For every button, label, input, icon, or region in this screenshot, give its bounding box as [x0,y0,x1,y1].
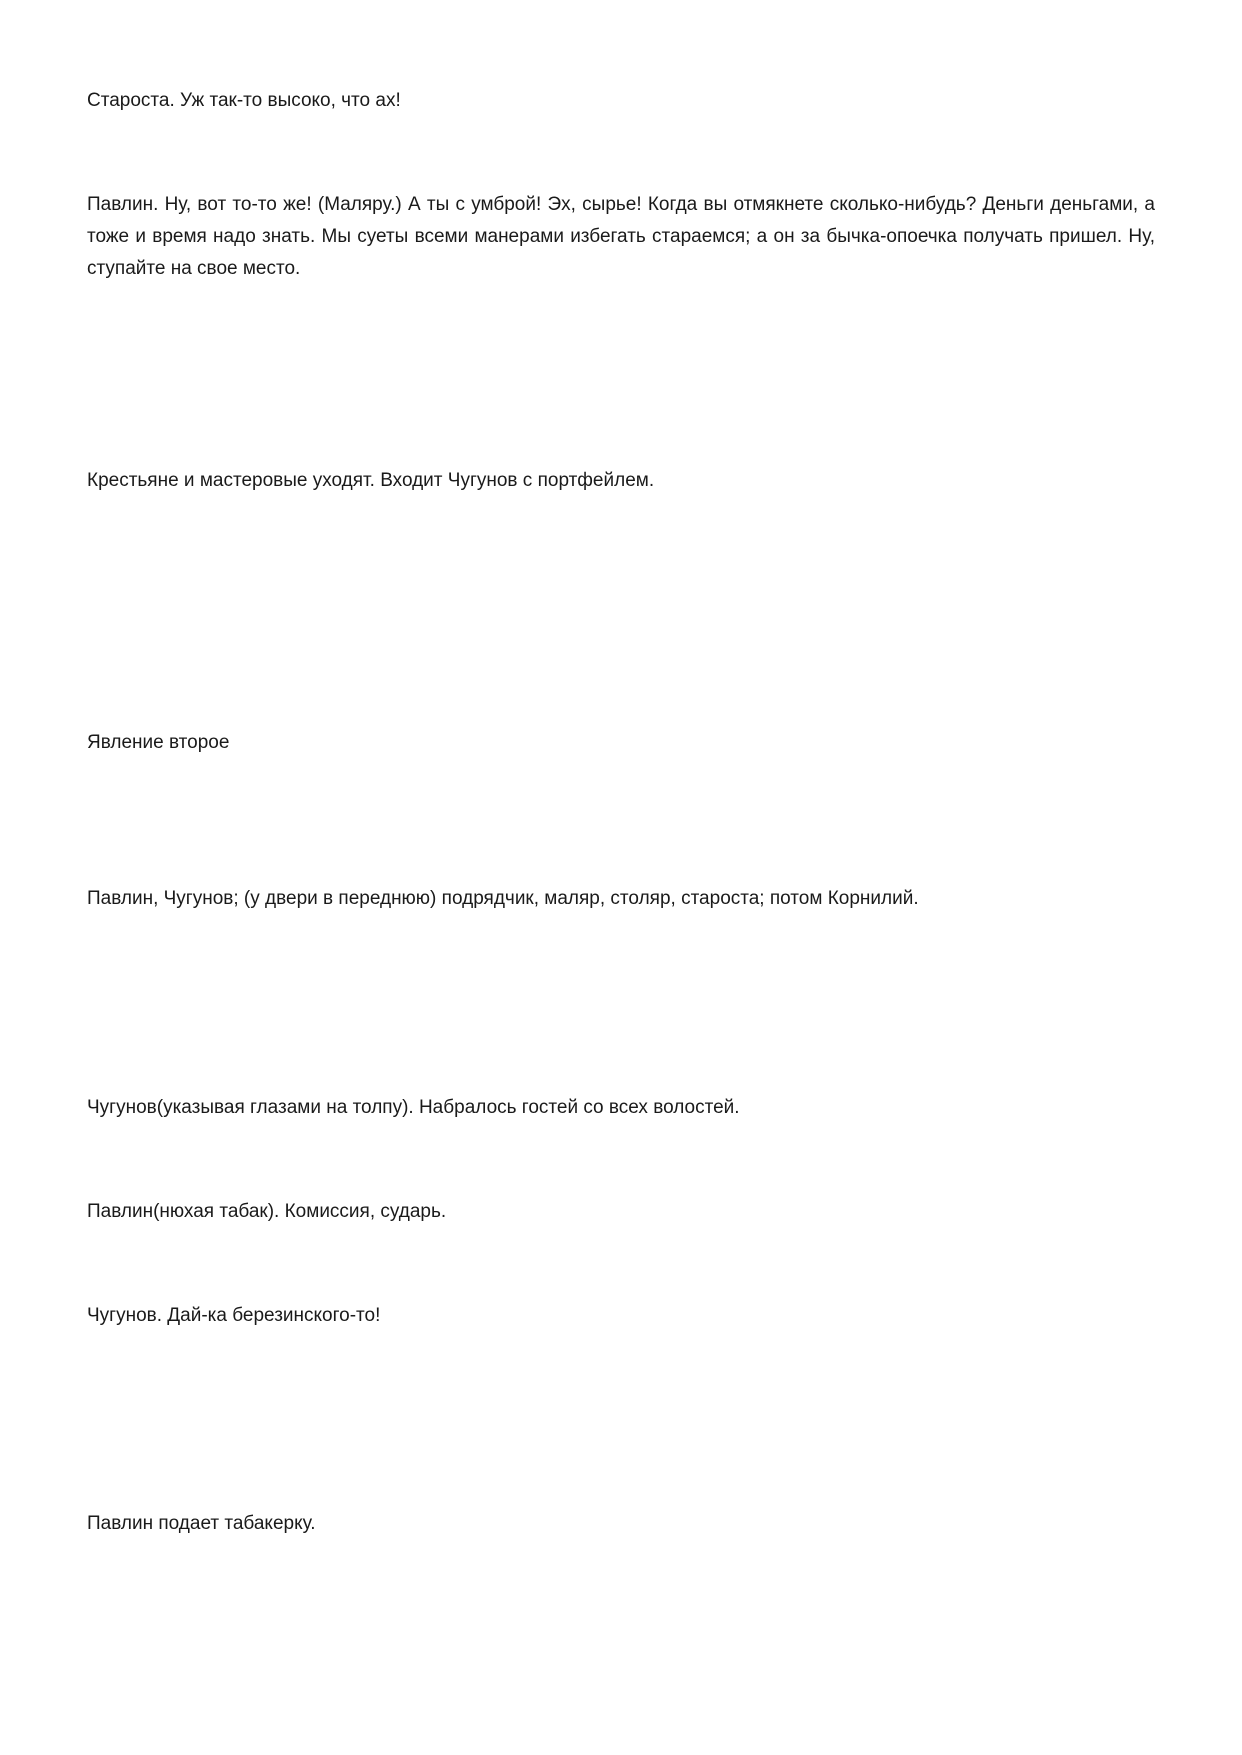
stage-direction-exit: Крестьяне и мастеровые уходят. Входит Чугунов с портфейлем. [87,470,655,491]
stage-direction-snuffbox: Павлин подает табакерку. [87,1513,316,1534]
scene-heading: Явление второе [87,732,230,753]
chugunov-request-line: Чугунов. Дай-ка березинского-то! [87,1305,381,1326]
chugunov-line: Чугунов(указывая глазами на толпу). Набралось гостей со всех волостей. [87,1097,740,1118]
scene-characters: Павлин, Чугунов; (у двери в переднюю) подрядчик, маляр, столяр, староста; потом Корнилий. [87,888,919,909]
starosta-line: Староста. Уж так-то высоко, что ах! [87,90,401,111]
pavlin-tobacco-line: Павлин(нюхая табак). Комиссия, сударь. [87,1201,447,1222]
pavlin-line: Павлин. Ну, вот то-то же! (Маляру.) А ты с умброй! Эх, сырье! Когда вы отмякнете сколько-нибудь? Деньги деньгами, а тоже и время надо знать. Мы суеты всеми манерами избегать стараемся; а он за бычка-опоечка получать пришел. Ну, ступайте на свое место. [87,194,1155,279]
